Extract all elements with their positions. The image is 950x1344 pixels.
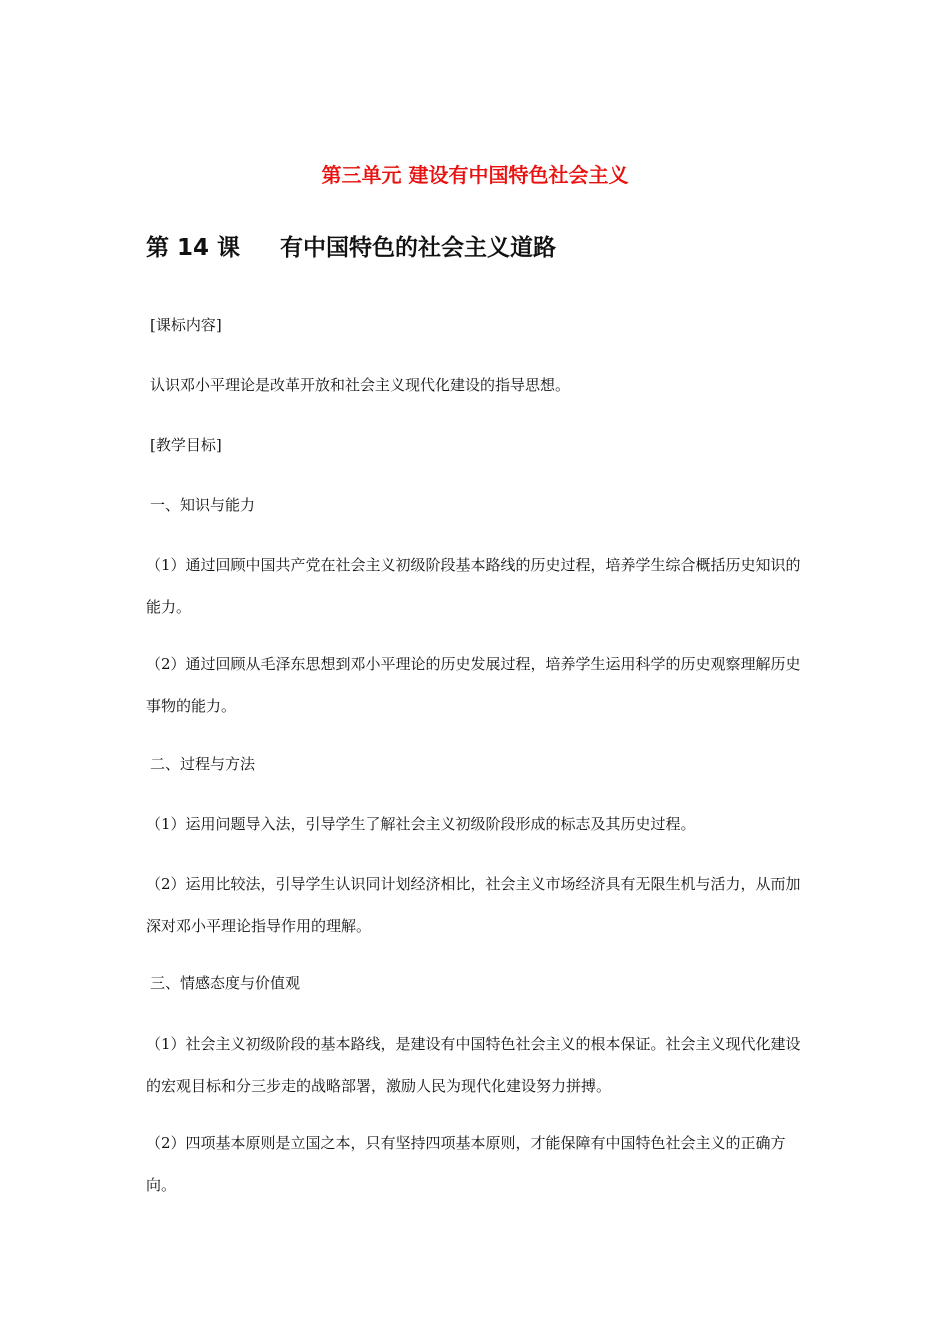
- paragraph: （1）通过回顾中国共产党在社会主义初级阶段基本路线的历史过程，培养学生综合概括历史知识的能力。: [146, 556, 801, 616]
- heading-knowledge: 一、知识与能力: [150, 496, 256, 514]
- unit-title: 第三单元 建设有中国特色社会主义: [321, 163, 629, 187]
- section-label-standard: [课标内容]: [150, 316, 222, 334]
- heading-process: 二、过程与方法: [150, 755, 256, 773]
- paragraph: （2）运用比较法，引导学生认识同计划经济相比，社会主义市场经济具有无限生机与活力，从而加深对邓小平理论指导作用的理解。: [146, 875, 801, 935]
- paragraph: （1）运用问题导入法，引导学生了解社会主义初级阶段形成的标志及其历史过程。: [146, 815, 696, 833]
- section-label-objectives: [教学目标]: [150, 436, 222, 454]
- paragraph: （2）通过回顾从毛泽东思想到邓小平理论的历史发展过程，培养学生运用科学的历史观察理解历史事物的能力。: [146, 655, 801, 715]
- paragraph: 认识邓小平理论是改革开放和社会主义现代化建设的指导思想。: [150, 376, 571, 394]
- paragraph: （2）四项基本原则是立国之本，只有坚持四项基本原则，才能保障有中国特色社会主义的正确方向。: [146, 1134, 786, 1194]
- paragraph: （1）社会主义初级阶段的基本路线，是建设有中国特色社会主义的根本保证。社会主义现代化建设的宏观目标和分三步走的战略部署，激励人民为现代化建设努力拼搏。: [146, 1035, 801, 1095]
- heading-emotion: 三、情感态度与价值观: [150, 974, 301, 992]
- lesson-title: 第 14 课 有中国特色的社会主义道路: [146, 235, 557, 261]
